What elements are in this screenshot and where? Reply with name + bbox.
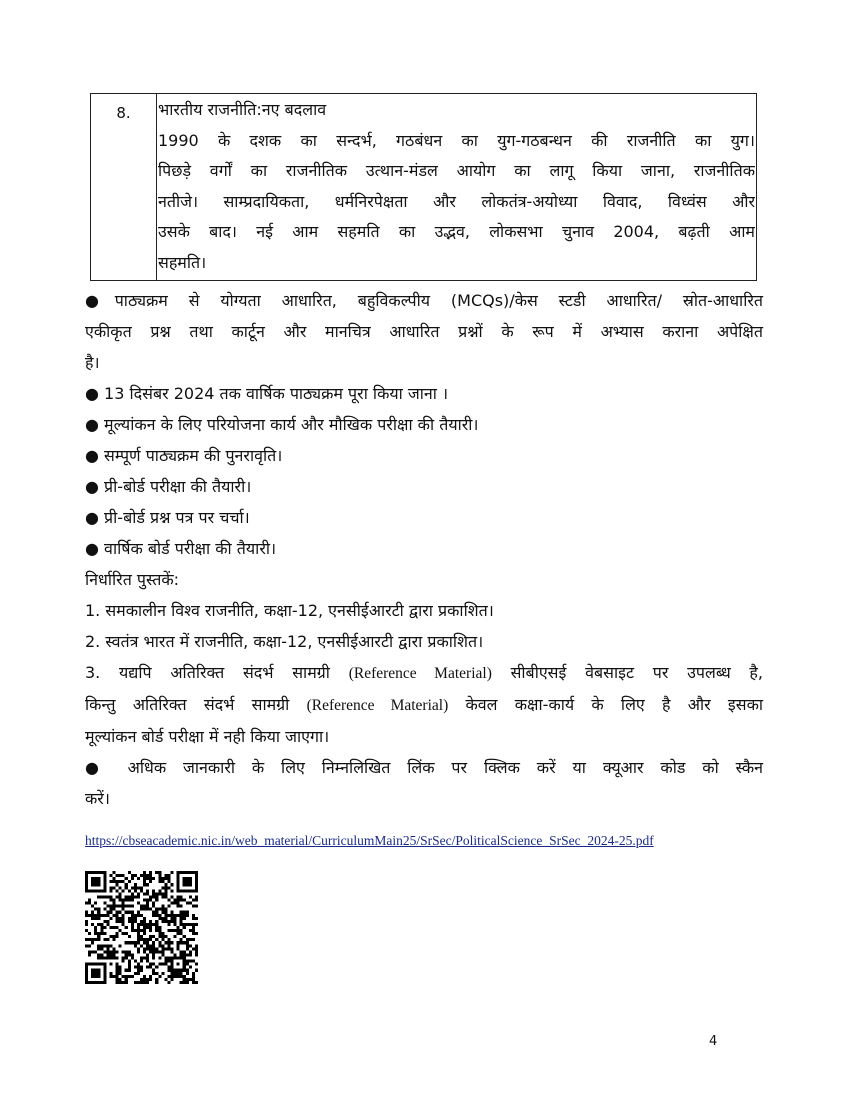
unit-title: भारतीय राजनीति:नए बदलाव: [158, 100, 327, 119]
book-item: 2. स्वतंत्र भारत में राजनीति, कक्षा-12, एनसीईआरटी द्वारा प्रकाशित।: [85, 632, 484, 651]
list-item: ● वार्षिक बोर्ड परीक्षा की तैयारी।: [85, 539, 277, 558]
unit-line: नतीजे। साम्प्रदायिकता, धर्मनिरपेक्षता और लोकतंत्र-अयोध्या विवाद, विध्वंस और: [158, 191, 755, 211]
unit-number: 8.: [91, 94, 157, 280]
list-item: ● 13 दिसंबर 2024 तक वार्षिक पाठ्यक्रम पूरा किया जाना ।: [85, 384, 449, 403]
unit-line: 1990 के दशक का सन्दर्भ, गठबंधन का युग-गठबन्धन की राजनीति का युग।: [158, 130, 755, 150]
qr-code-icon: [85, 871, 198, 984]
unit-line: पिछड़े वर्गों का राजनीतिक उत्थान-मंडल आयोग का लागू किया जाना, राजनीतिक: [158, 161, 755, 180]
book3-text: 3. यद्यपि अतिरिक्त संदर्भ सामग्री: [85, 663, 349, 682]
list-item: ● सम्पूर्ण पाठ्यक्रम की पुनरावृति।: [85, 446, 283, 465]
book-item-3-line: [85, 657, 763, 689]
syllabus-unit-table: [90, 93, 757, 281]
practice-note-line: है।: [85, 353, 100, 372]
practice-note-line: एकीकृत प्रश्न तथा कार्टून और मानचित्र आधारित प्रश्नों के रूप में अभ्यास कराना अपेक्षित: [85, 322, 763, 341]
list-item: ● मूल्यांकन के लिए परियोजना कार्य और मौखिक परीक्षा की तैयारी।: [85, 415, 479, 434]
curriculum-pdf-link[interactable]: https://cbseacademic.nic.in/web_material/CurriculumMain25/SrSec/PoliticalScience_SrSec_2024-25.pdf: [85, 833, 654, 848]
page-number: 4: [709, 1034, 718, 1049]
book-item: 1. समकालीन विश्व राजनीति, कक्षा-12, एनसीईआरटी द्वारा प्रकाशित।: [85, 601, 494, 620]
book3-text: किन्तु अतिरिक्त संदर्भ सामग्री: [85, 695, 307, 714]
books-heading: निर्धारित पुस्तकें:: [85, 570, 180, 589]
list-item: ● प्री-बोर्ड परीक्षा की तैयारी।: [85, 477, 252, 496]
unit-line: सहमति।: [158, 252, 207, 272]
reference-material-label: (Reference Material): [306, 697, 449, 714]
book3-text: केवल कक्षा-कार्य के लिए है और इसका: [448, 695, 763, 714]
info-note-line: ● अधिक जानकारी के लिए निम्नलिखित लिंक पर क्लिक करें या क्यूआर कोड को स्कैन: [85, 758, 763, 777]
unit-line: उसके बाद। नई आम सहमति का उद्भव, लोकसभा चुनाव 2004, बढ़ती आम: [158, 222, 755, 241]
book-item-3-line: [85, 689, 763, 721]
book3-text: सीबीएसई वेबसाइट पर उपलब्ध है,: [491, 663, 764, 682]
info-note-line: करें।: [85, 789, 110, 808]
unit-description: [158, 95, 755, 278]
page-content: [85, 285, 763, 814]
list-item: ● प्री-बोर्ड प्रश्न पत्र पर चर्चा।: [85, 508, 250, 527]
book-item-3-line: मूल्यांकन बोर्ड परीक्षा में नही किया जाएगा।: [85, 727, 330, 746]
practice-note-line: ●पाठ्यक्रम से योग्यता आधारित, बहुविकल्पीय (MCQs)/केस स्टडी आधारित/ स्रोत-आधारित: [85, 291, 763, 310]
reference-material-label: (Reference Material): [348, 665, 492, 682]
